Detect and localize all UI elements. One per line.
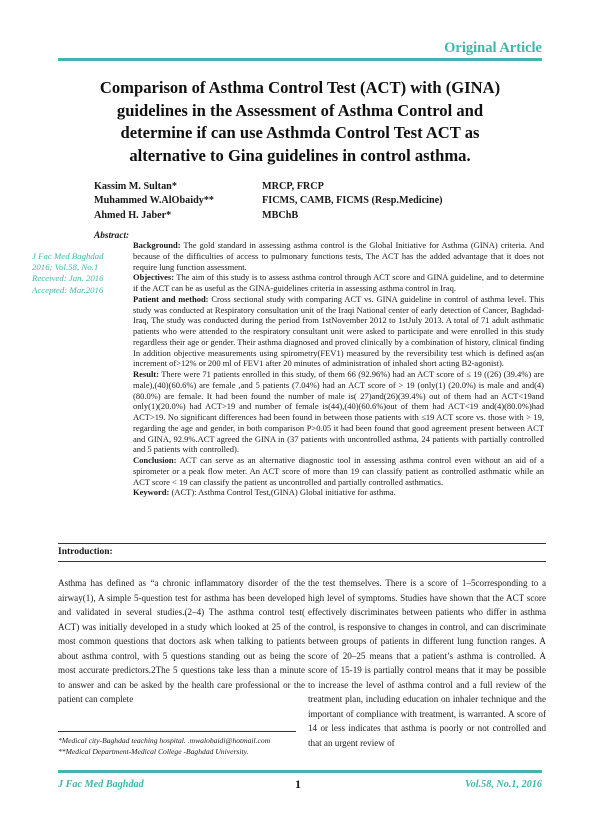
- abstract-section-text: (ACT): Asthma Control Test,(GINA) Global initiative for asthma.: [171, 487, 396, 498]
- introduction-left-column: [58, 576, 305, 707]
- abstract-section-text: Cross sectional study with comparing ACT vs. GINA guideline in control of asthma level. This study was conducted at Respiratory consultation unit of the Iraqi National center of early detection of Cancer, Baghdad-Iraq, The study was conducted during the period from 1stNovember 2012 to 1stJuly 2013. A total of 71 adult asthmatic patients who were attended to the respiratory consultant unit were asked to participate and were enrolled in this study regardless their age or gender. Their asthma diagnosed and proved clinically by a combination of history, clinical finding In addition objective measurements using spirometry(FEV1) measured by the reversibility test which is defined as(an increment of>12% or 200 ml of FEV1 after 20 minutes of administration of inhaled short acting B2-agonist).: [133, 293, 545, 369]
- introduction-right-column: [308, 576, 546, 751]
- side-note-line: Received: Jan. 2016: [32, 273, 104, 284]
- author-list: [94, 180, 443, 223]
- author-degree: MBChB: [262, 209, 299, 221]
- footer-volume: Vol.58, No.1, 2016: [465, 779, 542, 790]
- paper-title: Comparison of Asthma Control Test (ACT) with (GINA) guidelines in the Assessment of Asthma Control and determine if can use Asthmda Control Test ACT as alternative to Gina guidelines in control asthma.: [99, 78, 501, 165]
- article-type: Original Article: [444, 40, 542, 56]
- abstract-body: [133, 240, 544, 498]
- abstract-keyword: [133, 487, 544, 498]
- abstract-section-label: Background:: [133, 240, 181, 250]
- author-row: [94, 180, 443, 194]
- abstract-section-label: Keyword:: [133, 487, 170, 498]
- abstract-label: Abstract:: [94, 231, 130, 241]
- side-note-line: Accepted: Mar.2016: [32, 284, 104, 295]
- author-row: [94, 194, 443, 208]
- header-rule: [58, 58, 542, 61]
- footnote-rule: [58, 731, 296, 732]
- footer-journal: J Fac Med Baghdad: [58, 779, 144, 790]
- footnote: **Medical Department-Medical College -Baghdad University.: [58, 747, 249, 756]
- abstract-section-label: Conclusion:: [133, 455, 177, 465]
- abstract-methods: [133, 294, 544, 369]
- body-paragraph: Asthma has defined as “a chronic inflammatory disorder of the airway(1), A simple 5-question test for asthma has been developed and validated in several studies.(2–4) The asthma control test( ACT) was initially developed in a study which looked at 25 of the most common questions that doctors ask when talking to patients about asthma control, with 5 questions standing out as being the most accurate predictors.2The 5 questions take less than a minute to answer and can be asked by the health care professional or the patient can complete: [58, 578, 305, 705]
- author-degree: MRCP, FRCP: [262, 181, 324, 192]
- abstract-background: [133, 240, 544, 272]
- body-paragraph: the test themselves. There is a score of 1–5corresponding to a high level of symptoms. Studies have shown that the ACT score effectively discriminates between patients who differ in asthma control, is responsive to changes in control, and can discriminate between groups of patients in different lung function ranges. A score of 20–25 means that a patient’s asthma is controlled. A score of 15-19 is partially control means that it may be possible to increase the level of asthma control and a full review of the treatment plan, including education on inhaler technique and the important of compliance with treatment, is warranted. A score of 14 or less indicates that asthma is poorly or not controlled and that an urgent review of: [308, 578, 546, 749]
- abstract-section-label: Result:: [133, 369, 159, 379]
- abstract-section-text: The aim of this study is to assess asthma control through ACT score and GINA guideline, and to determine if the ACT can be as useful as the GINA-guidelines criteria in assessing asthma control in Iraq.: [133, 272, 544, 293]
- author-name: Muhammed W.AlObaidy**: [94, 195, 215, 207]
- author-name: Kassim M. Sultan*: [94, 181, 177, 192]
- abstract-result: [133, 369, 544, 455]
- author-row: [94, 209, 443, 223]
- footnote: *Medical city-Baghdad teaching hospital. .mwalobaidi@hotmail.com: [58, 736, 271, 745]
- abstract-section-text: There were 71 patients enrolled in this study, of them 66 (92.96%) had an ACT score of ≤ 19 ((26) (39.4%) are male),(40)(60.6%) are female ,and 5 patients (7.04%) had an ACT score of > 19 (only(1) (20.0%) is male and and(4)(80.0%) are female. It had been found the number of male is( 27)and(26)(39.4%) out of them had an ACT<19and only(1)(20.0%) had ACT>19 and number of female is(44),(40)(60.6%)out of them had ACT<19 and(4)(80.0%)had ACT>19. No significant differences had been found in between those patients with ≤19 ACT score vs. those with > 19, regarding the age and gender, in both comparison P>0.05 it had been found that good agreement present between ACT and GINA, 92.9%.ACT agreed the GINA in (37 patients with uncontrolled asthma, 24 patients with partially controlled and 5 patients with controlled).: [133, 369, 544, 455]
- journal-side-note: [32, 251, 128, 296]
- section-divider: [58, 561, 546, 562]
- section-divider: [58, 543, 546, 544]
- abstract-conclusion: [133, 455, 544, 487]
- footer-rule: [58, 770, 542, 773]
- side-note-line: 2016; Vol.58, No.1: [32, 262, 99, 273]
- abstract-section-label: Patient and method:: [133, 293, 209, 304]
- footnotes: [58, 735, 308, 757]
- author-name: Ahmed H. Jaber*: [94, 209, 172, 221]
- side-note-line: J Fac Med Baghdad: [32, 251, 104, 261]
- author-degree: FICMS, CAMB, FICMS (Resp.Medicine): [262, 195, 443, 207]
- introduction-heading: Introduction:: [58, 547, 113, 557]
- page-number: 1: [295, 777, 301, 791]
- abstract-section-text: The gold standard in assessing asthma control is the Global Initiative for Asthma (GINA) criteria. And because of the difficulties of access to pulmonary functions tests, The ACT has the added advantage that it does not require lung function assessment.: [133, 240, 544, 272]
- abstract-objectives: [133, 272, 544, 294]
- abstract-section-label: Objectives:: [133, 272, 175, 283]
- abstract-section-text: ACT can serve as an alternative diagnostic tool in assessing asthma control even without an aid of a spirometer or a peak flow meter. An ACT score of more than 19 can classify patient as controlled asthmatic while an ACT score < 19 can classify the patient as uncontrolled and partially controlled asthmatics.: [133, 455, 545, 487]
